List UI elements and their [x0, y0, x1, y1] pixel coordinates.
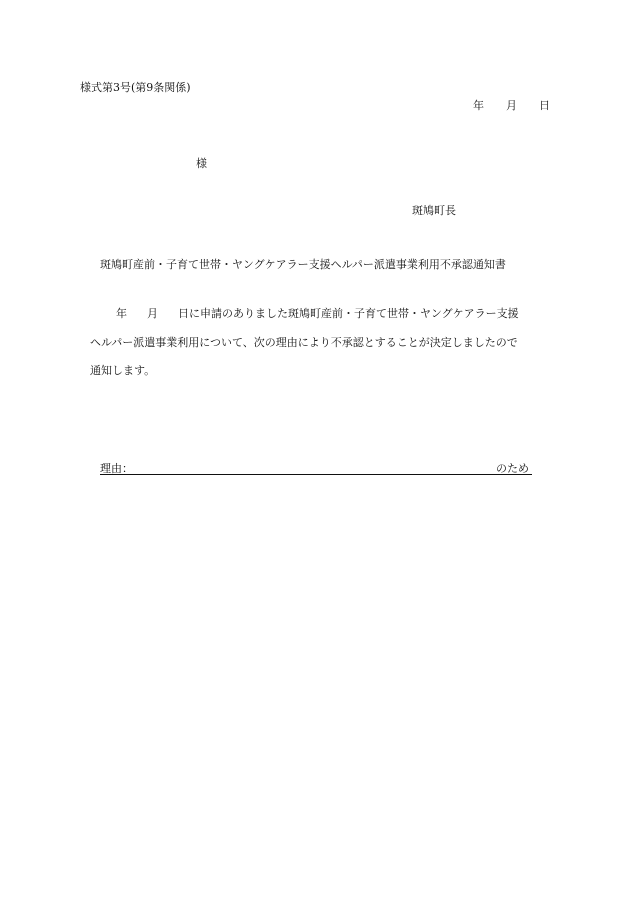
addressee-suffix: 様: [196, 157, 207, 170]
date-month-label: 月: [506, 99, 517, 112]
body-month-label: 月: [147, 307, 158, 320]
body-line-1: [116, 308, 519, 319]
body-line-2: ヘルパー派遣事業利用について、次の理由により不承認とすることが決定しましたので: [90, 336, 518, 349]
reason-label: 理由：: [100, 462, 133, 475]
reason-underline: [100, 474, 532, 475]
date-year-label: 年: [473, 99, 484, 112]
body-year-label: 年: [116, 307, 127, 320]
body-line-3: 通知します。: [90, 364, 156, 377]
form-number: 様式第3号(第9条関係): [80, 81, 191, 94]
document-title: 斑鳩町産前・子育て世帯・ヤングケアラー支援ヘルパー派遣事業利用不承認通知書: [100, 258, 506, 271]
reason-suffix: のため: [496, 462, 529, 475]
date-field: [473, 100, 550, 111]
body-line1-text: 日に申請のありました斑鳩町産前・子育て世帯・ヤングケアラー支援: [178, 307, 519, 320]
date-day-label: 日: [539, 99, 550, 112]
issuer-name: 斑鳩町長: [412, 204, 456, 217]
